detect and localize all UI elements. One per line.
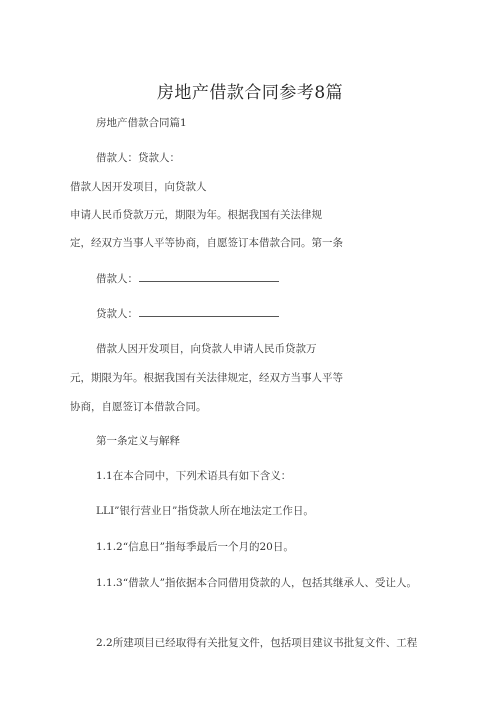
lender-label: 贷款人： <box>96 308 138 320</box>
clause-business-day: LLI”银行营业日”指贷款人所在地法定工作日。 <box>96 505 314 517</box>
borrower-label: 借款人： <box>96 273 138 285</box>
clause-1-1: 1.1在本合同中，下列术语具有如下含义： <box>96 470 292 482</box>
lender-field <box>96 306 279 321</box>
paragraph-1-line-1: 借款人因开发项目，向贷款人 <box>70 181 207 193</box>
paragraph-1-line-3: 定，经双方当事人平等协商，自愿签订本借款合同。第一条 <box>70 237 343 249</box>
borrower-field <box>96 271 279 286</box>
document-title: 房地产借款合同参考8篇 <box>156 83 344 103</box>
parties-line: 借款人：贷款人： <box>96 152 180 164</box>
clause-1-1-3: 1.1.3“借款人”指依据本合同借用贷款的人，包括其继承人、受让人。 <box>96 577 417 589</box>
paragraph-2-line-1: 借款人因开发项目，向贷款人申请人民币贷款万 <box>96 343 317 355</box>
borrower-blank-line <box>139 271 279 282</box>
paragraph-2-line-2: 元，期限为年。根据我国有关法律规定，经双方当事人平等 <box>70 372 343 384</box>
clause-1-1-2: 1.1.2“信息日”指每季最后一个月的20日。 <box>96 541 294 553</box>
paragraph-2-line-3: 协商，自愿签订本借款合同。 <box>70 401 207 413</box>
section-subtitle: 房地产借款合同篇1 <box>96 117 187 129</box>
clause-2-2: 2.2所建项目已经取得有关批复文件，包括项目建议书批复文件、工程 <box>96 637 418 649</box>
lender-blank-line <box>139 306 279 317</box>
paragraph-1-line-2: 申请人民币贷款万元，期限为年。根据我国有关法律规 <box>70 209 322 221</box>
article-1-heading: 第一条定义与解释 <box>96 435 180 447</box>
